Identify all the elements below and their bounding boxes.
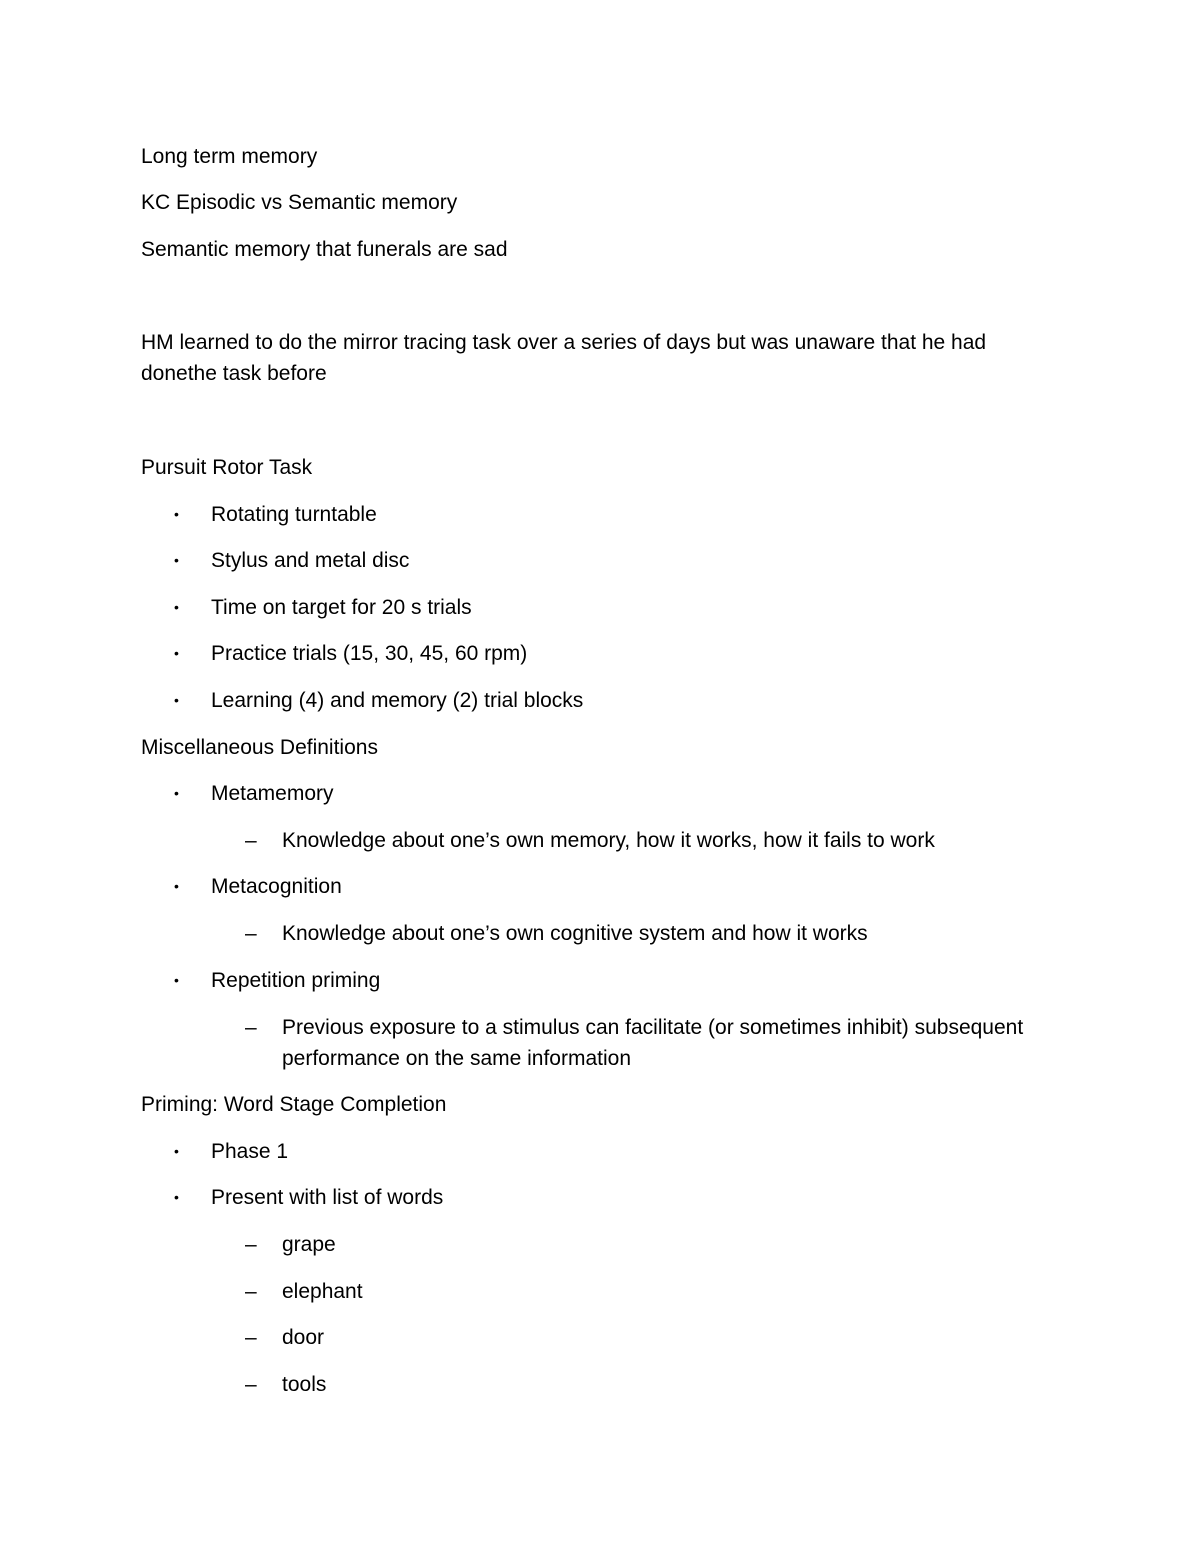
list-item [174,592,472,623]
sub-list-item [245,1229,336,1260]
word-text: door [282,1326,325,1349]
list-item [174,965,380,996]
list-item-text: Time on target for 20 s trials [211,596,472,619]
list-item [174,778,334,809]
sub-list-item [245,1369,326,1400]
word-text: elephant [282,1280,363,1303]
list-item-text: Phase 1 [211,1140,289,1163]
heading-pursuit-rotor-task: Pursuit Rotor Task [141,456,313,479]
hm-paragraph-line-2: donethe task before [141,362,327,385]
definition-text-line-1: Previous exposure to a stimulus can facilitate (or sometimes inhibit) subsequent [282,1016,1024,1039]
bullet-icon: • [174,692,179,708]
dash-icon: – [245,1233,257,1256]
definition-text: Knowledge about one’s own cognitive system and how it works [282,922,868,945]
term-text: Metacognition [211,875,342,898]
bullet-icon: • [174,552,179,568]
list-item [174,638,527,669]
word-text: tools [282,1373,327,1396]
list-item-text: Stylus and metal disc [211,549,410,572]
list-item-text: Rotating turntable [211,503,377,526]
dash-icon: – [245,1326,257,1349]
hm-paragraph-line-1: HM learned to do the mirror tracing task over a series of days but was unaware that he had [141,331,987,354]
heading-miscellaneous-definitions: Miscellaneous Definitions [141,736,378,759]
bullet-icon: • [174,599,179,615]
bullet-icon: • [174,785,179,801]
list-item [174,1182,443,1213]
term-text: Repetition priming [211,969,381,992]
bullet-icon: • [174,972,179,988]
sub-list-item [245,1012,1023,1043]
bullet-icon: • [174,1143,179,1159]
term-text: Metamemory [211,782,334,805]
list-item-text: Learning (4) and memory (2) trial blocks [211,689,584,712]
list-item-text: Present with list of words [211,1186,444,1209]
sub-list-item [245,825,935,856]
list-item [174,871,342,902]
line-semantic-funerals: Semantic memory that funerals are sad [141,238,508,261]
dash-icon: – [245,829,257,852]
list-item [174,1136,288,1167]
list-item-text: Practice trials (15, 30, 45, 60 rpm) [211,642,528,665]
list-item [174,545,409,576]
sub-list-item [245,918,868,949]
list-item [174,685,583,716]
word-text: grape [282,1233,336,1256]
bullet-icon: • [174,878,179,894]
dash-icon: – [245,1016,257,1039]
line-kc-episodic-semantic: KC Episodic vs Semantic memory [141,191,458,214]
dash-icon: – [245,922,257,945]
bullet-icon: • [174,1189,179,1205]
definition-text: Knowledge about one’s own memory, how it works, how it fails to work [282,829,935,852]
sub-list-item [245,1276,363,1307]
line-long-term-memory: Long term memory [141,145,318,168]
bullet-icon: • [174,645,179,661]
dash-icon: – [245,1280,257,1303]
sub-list-item [245,1322,324,1353]
list-item [174,499,377,530]
heading-priming: Priming: Word Stage Completion [141,1093,447,1116]
definition-text-line-2: performance on the same information [282,1047,632,1070]
dash-icon: – [245,1373,257,1396]
bullet-icon: • [174,506,179,522]
